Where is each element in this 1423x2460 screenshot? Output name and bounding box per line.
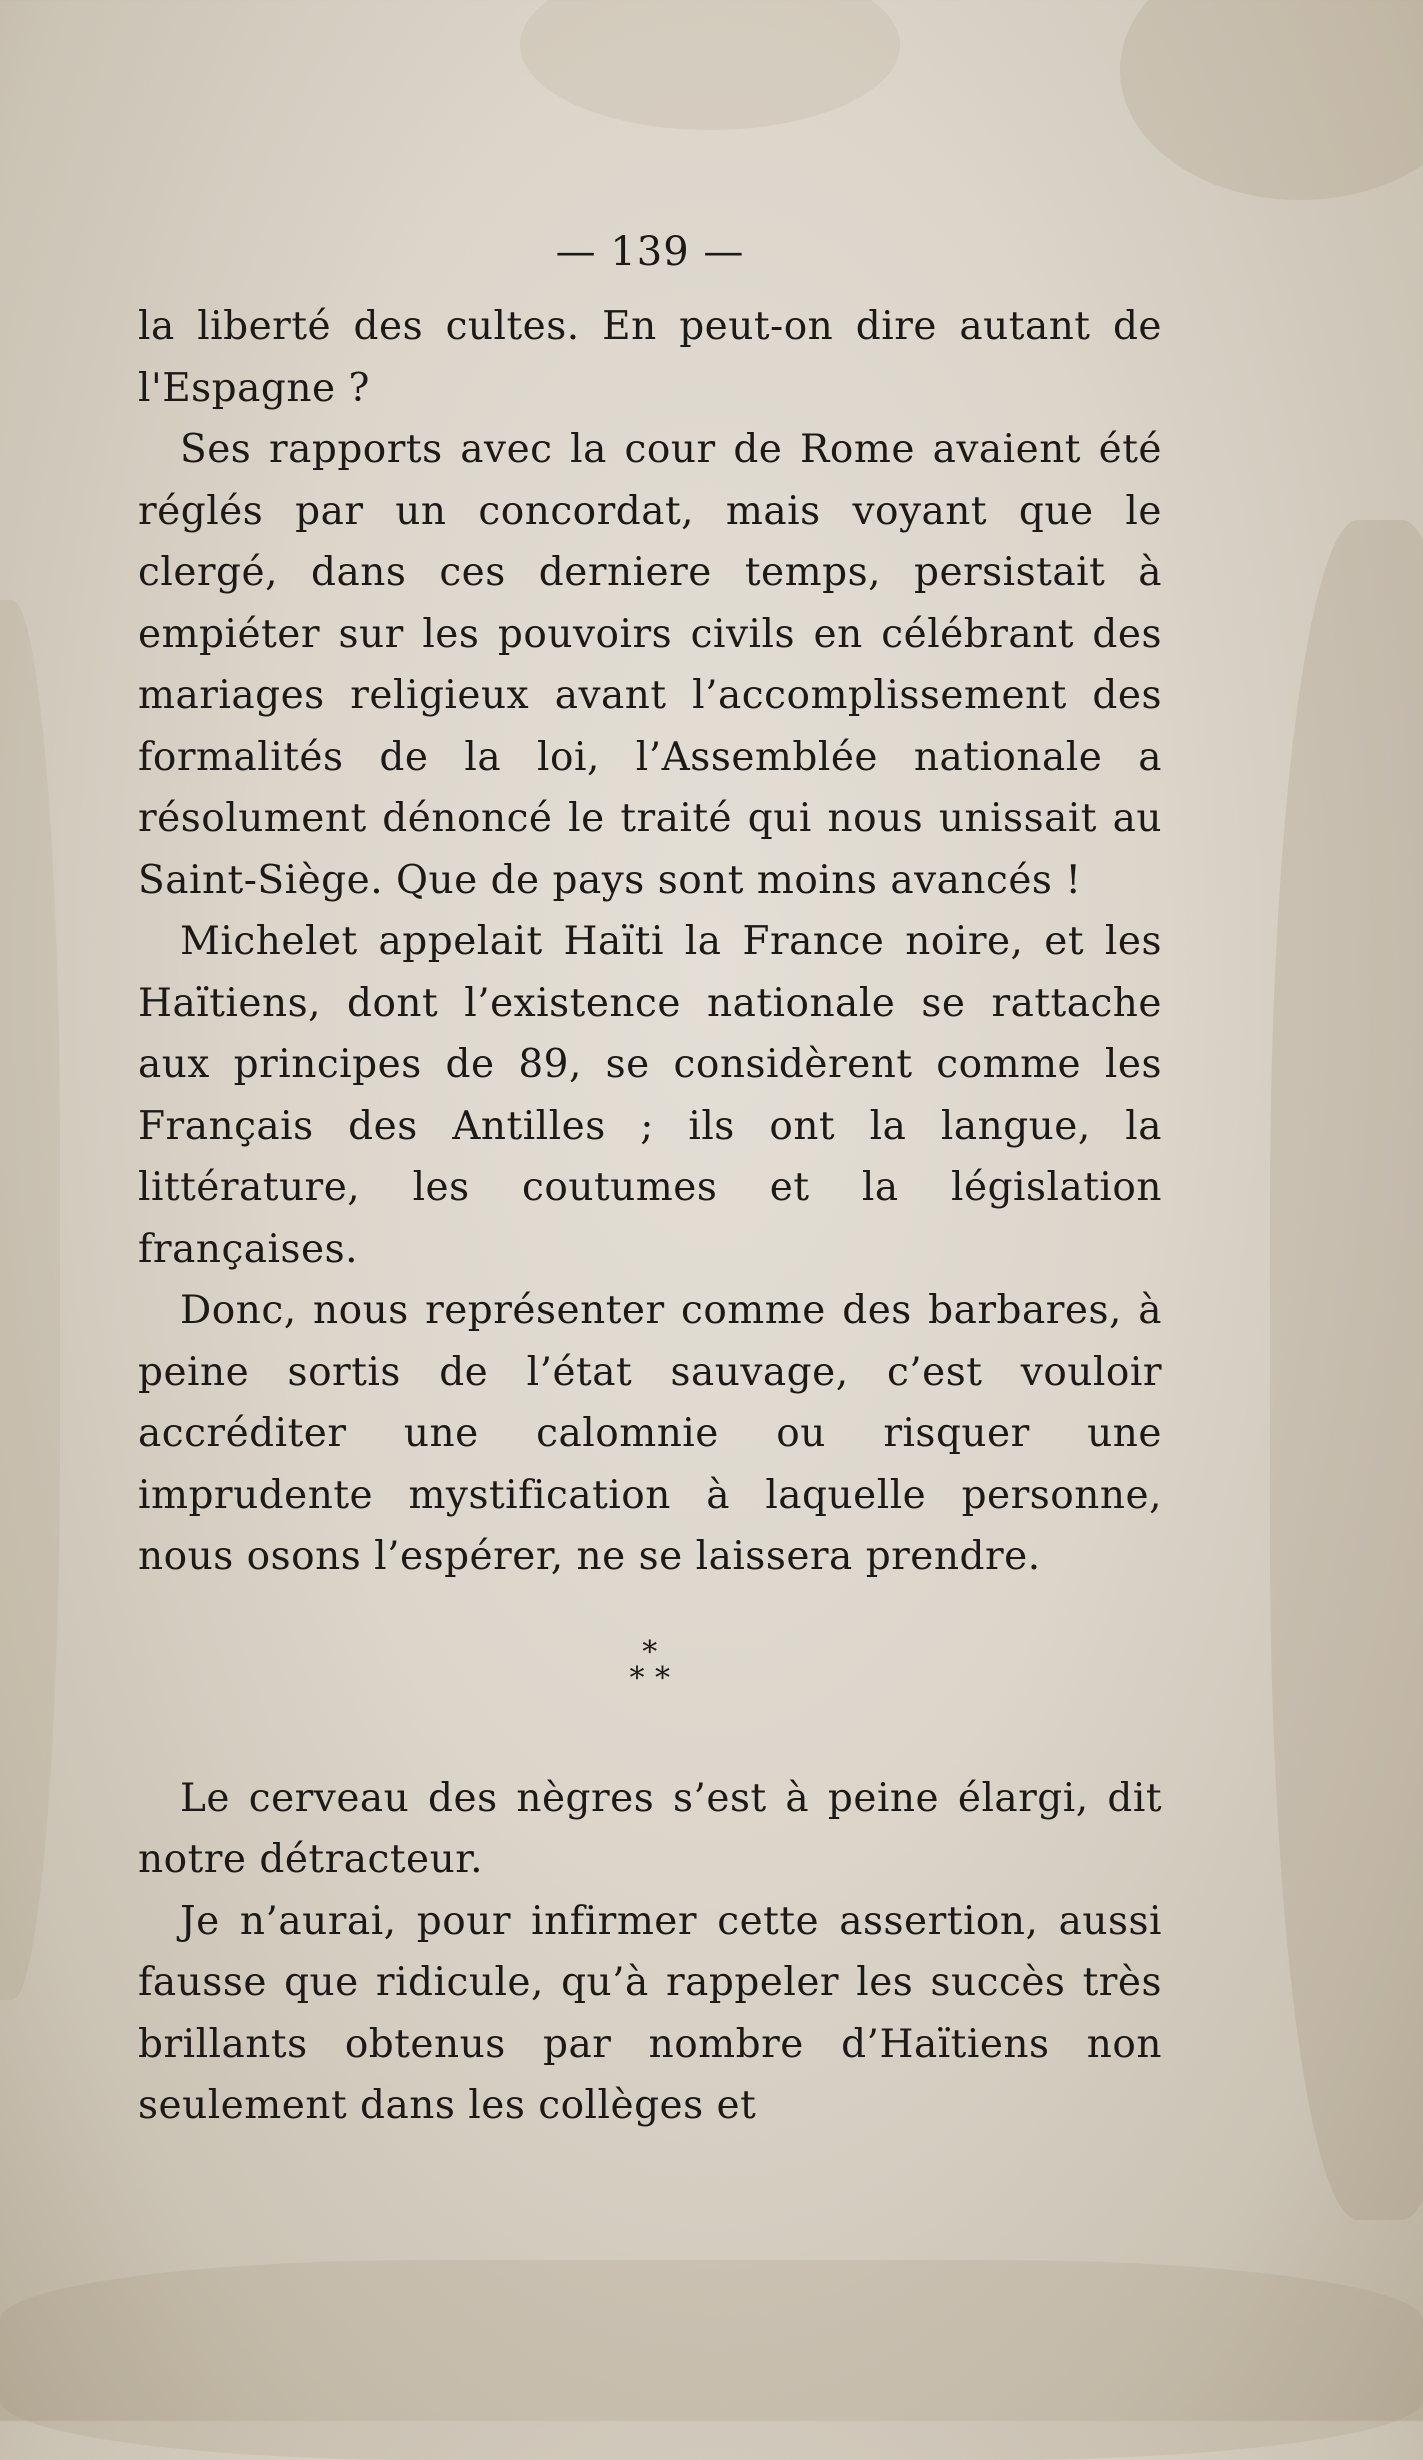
paragraph: Je n’aurai, pour infirmer cette assertion, aussi fausse que ridicule, qu’à rappeler les succès très brillants obtenus par nombre d’Haïtiens non seulement dans les collèges et (138, 1898, 1162, 2128)
paper-stain (0, 2260, 1423, 2460)
paper-stain (520, 0, 900, 130)
page-body (138, 296, 1162, 2137)
paragraph: Ses rapports avec la cour de Rome avaient été réglés par un concordat, mais voyant que le clergé, dans ces derniere temps, persistait à empiéter sur les pouvoirs civils en célébrant des mariages religieux avant l’accomplissement des formalités de la loi, l’Assemblée nationale a résolument dénoncé le traité qui nous unissait au Saint-Siège. Que de pays sont moins avancés ! (138, 427, 1162, 903)
paper-stain (0, 600, 60, 2000)
section-separator (138, 1634, 1162, 1696)
book-page (138, 220, 1162, 2137)
paragraph: Michelet appelait Haïti la France noire, et les Haïtiens, dont l’existence nationale se rattache aux principes de 89, se considèrent comme les Français des Antilles ; ils ont la langue, la littérature, les coutumes et la législation françaises. (138, 919, 1162, 1272)
paragraph: Donc, nous représenter comme des barbares, à peine sortis de l’état sauvage, c’est vouloir accréditer une calomnie ou risquer une imprudente mystification à laquelle personne, nous osons l’espérer, ne se laissera prendre. (138, 1288, 1162, 1579)
paper-stain (1120, 0, 1423, 200)
asterism-top: * (642, 1634, 658, 1670)
paper-stain (1270, 520, 1423, 2220)
paragraph: la liberté des cultes. En peut-on dire autant de l'Espagne ? (138, 304, 1162, 411)
paragraph: Le cerveau des nègres s’est à peine élargi, dit notre détracteur. (138, 1775, 1162, 1882)
asterism-bottom: * * (629, 1660, 671, 1696)
page-number: — 139 — (555, 229, 745, 275)
